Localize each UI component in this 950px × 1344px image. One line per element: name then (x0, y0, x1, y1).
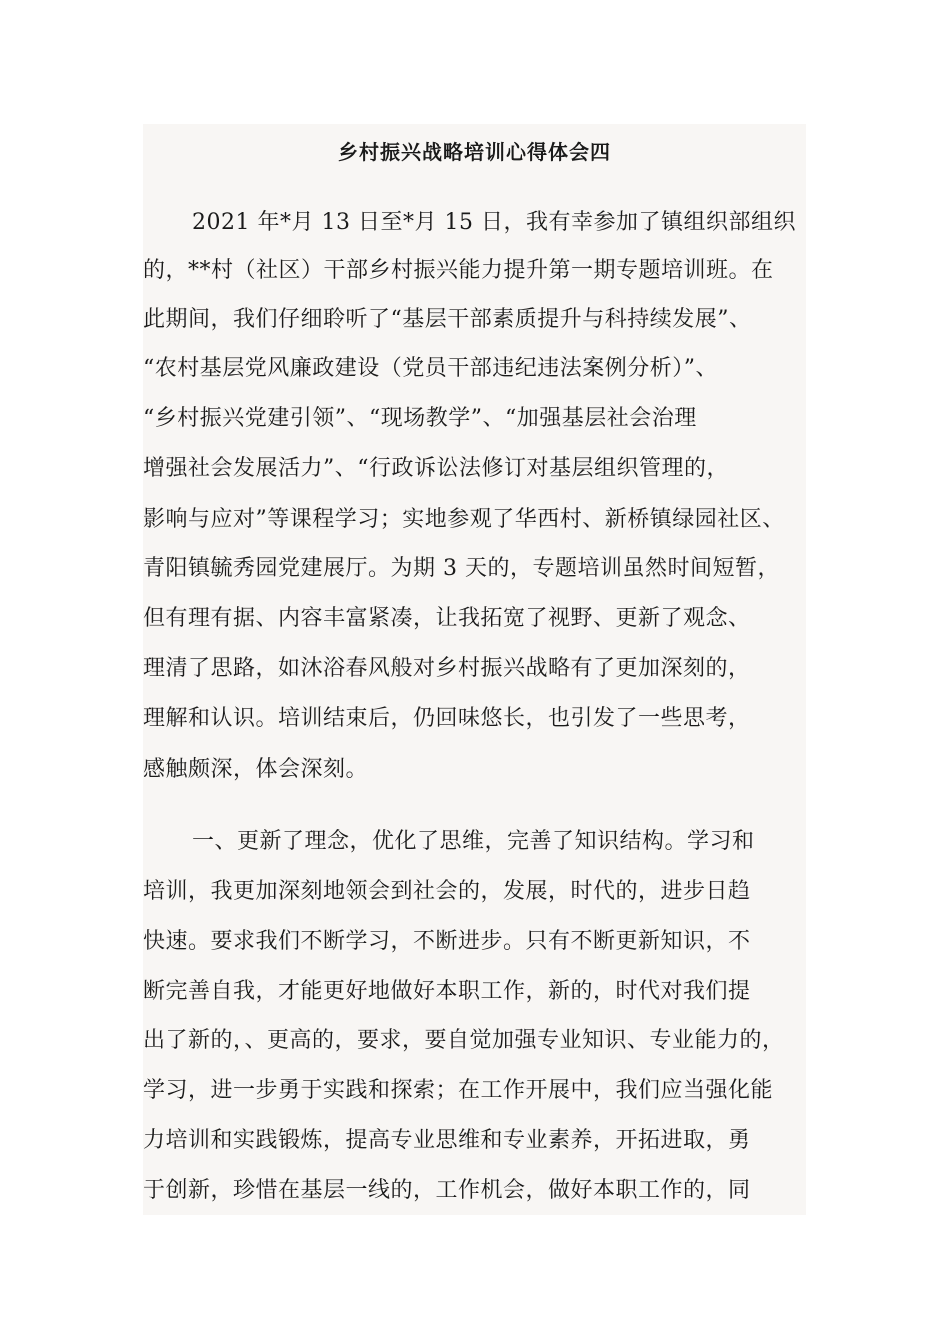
paragraph-1-line-8: 青阳镇毓秀园党建展厅。为期 3 天的，专题培训虽然时间短暂， (143, 556, 780, 581)
paragraph-2-line-7: 力培训和实践锻炼，提高专业思维和专业素养，开拓进取，勇 (143, 1128, 751, 1153)
paragraph-2-line-6: 学习，进一步勇于实践和探索；在工作开展中，我们应当强化能 (143, 1078, 774, 1103)
paragraph-1-line-10: 理清了思路，如沐浴春风般对乡村振兴战略有了更加深刻的， (143, 656, 751, 681)
paragraph-1-line-11: 理解和认识。培训结束后，仍回味悠长，也引发了一些思考， (143, 706, 751, 731)
document-title: 乡村振兴战略培训心得体会四 (338, 140, 611, 164)
paragraph-2-line-5: 出了新的，、更高的，要求，要自觉加强专业知识、专业能力的， (143, 1028, 785, 1053)
paragraph-1-line-2: 的，**村（社区）干部乡村振兴能力提升第一期专题培训班。在 (143, 258, 774, 283)
paragraph-1-line-1: 2021 年*月 13 日至*月 15 日，我有幸参加了镇组织部组织 (192, 210, 796, 235)
paragraph-2-line-4: 断完善自我，才能更好地做好本职工作，新的，时代对我们提 (143, 979, 751, 1004)
paragraph-1-line-4: “农村基层党风廉政建设（党员干部违纪违法案例分析）”、 (143, 356, 718, 381)
paragraph-2-line-1: 一、更新了理念，优化了思维，完善了知识结构。学习和 (192, 829, 755, 854)
paragraph-2-line-3: 快速。要求我们不断学习，不断进步。只有不断更新知识，不 (143, 929, 751, 954)
paragraph-1-line-12: 感触颇深，体会深刻。 (143, 757, 369, 782)
paragraph-1-line-7: 影响与应对”等课程学习；实地参观了华西村、新桥镇绿园社区、 (143, 507, 785, 532)
paragraph-2-line-8: 于创新，珍惜在基层一线的，工作机会，做好本职工作的，同 (143, 1178, 751, 1203)
paragraph-1-line-6: 增强社会发展活力”、“行政诉讼法修订对基层组织管理的， (143, 456, 729, 481)
paragraph-1-line-9: 但有理有据、内容丰富紧凑，让我拓宽了视野、更新了观念、 (143, 606, 751, 631)
paragraph-1-line-3: 此期间，我们仔细聆听了“基层干部素质提升与科持续发展”、 (143, 307, 752, 332)
paragraph-2-line-2: 培训，我更加深刻地领会到社会的，发展，时代的，进步日趋 (143, 879, 751, 904)
paragraph-1-line-5: “乡村振兴党建引领”、“现场教学”、“加强基层社会治理 (143, 406, 697, 431)
